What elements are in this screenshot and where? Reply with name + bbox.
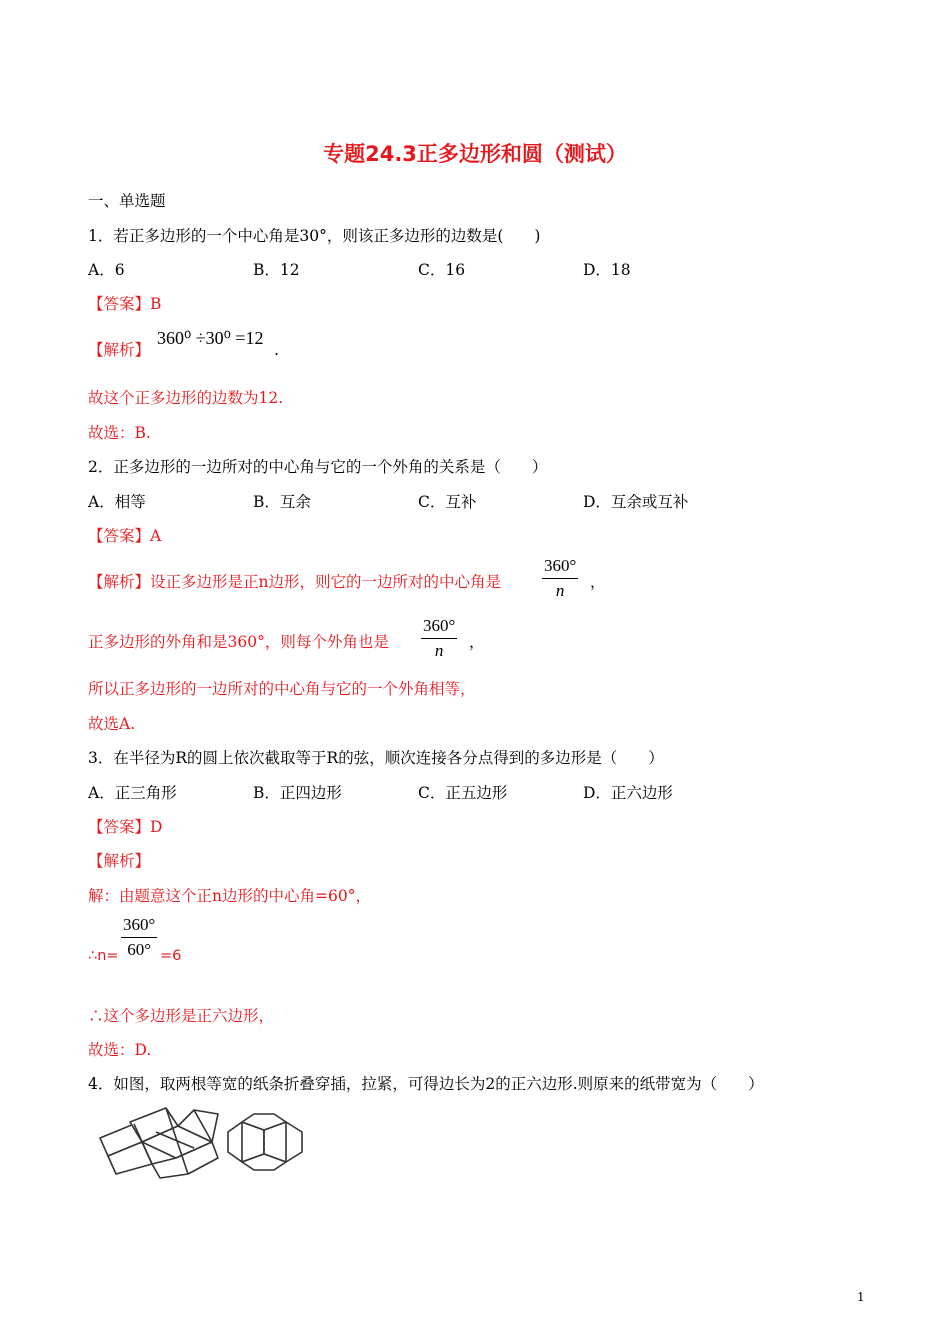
q3-option-d: D．正六边形 bbox=[583, 784, 673, 802]
answer-label: 【答案】 bbox=[88, 295, 151, 313]
fraction-numerator: 360° bbox=[542, 556, 578, 579]
page-number: 1 bbox=[857, 1290, 865, 1304]
q3-fraction bbox=[117, 915, 161, 960]
q3-therefore-suffix: =6 bbox=[160, 948, 182, 964]
q2-fraction-1 bbox=[538, 556, 582, 601]
q2-answer bbox=[88, 526, 161, 546]
folded-paper-strips-figure bbox=[94, 1102, 316, 1182]
q3-analysis-line-1: 解：由题意这个正n边形的中心角=60°， bbox=[88, 887, 371, 905]
q3-option-a: A．正三角形 bbox=[88, 784, 177, 802]
q1-formula-end: . bbox=[274, 341, 279, 359]
q1-explanation-line-2: 故选：B. bbox=[88, 424, 151, 442]
q3-analysis-line-3: 故选：D. bbox=[88, 1041, 152, 1059]
q1-option-a: A．6 bbox=[88, 261, 125, 279]
q1-answer bbox=[88, 294, 161, 314]
q1-option-c: C．16 bbox=[418, 261, 466, 279]
fraction-denominator: n bbox=[434, 641, 444, 660]
q2-analysis-line-4: 故选A. bbox=[88, 715, 136, 733]
fraction-denominator: n bbox=[555, 581, 565, 600]
q2-option-d: D．互余或互补 bbox=[583, 493, 689, 511]
fraction-numerator: 360° bbox=[421, 616, 457, 639]
q2-analysis-line-1 bbox=[88, 572, 501, 592]
answer-label: 【答案】 bbox=[88, 527, 151, 545]
q2-option-b: B．互余 bbox=[253, 493, 311, 511]
q3-option-c: C．正五边形 bbox=[418, 784, 508, 802]
q2-analysis-line-2-end: ， bbox=[469, 633, 485, 651]
question-2-stem: 2．正多边形的一边所对的中心角与它的一个外角的关系是（ ） bbox=[88, 458, 548, 476]
q1-formula: 360⁰ ÷30⁰ =12 bbox=[157, 328, 264, 348]
q3-analysis-label: 【解析】 bbox=[88, 852, 151, 870]
fraction-denominator: 60° bbox=[127, 940, 152, 959]
q2-option-a: A．相等 bbox=[88, 493, 146, 511]
q2-analysis-line-2: 正多边形的外角和是360°，则每个外角也是 bbox=[88, 633, 389, 651]
answer-value: B bbox=[150, 295, 162, 313]
question-3-stem: 3．在半径为R的圆上依次截取等于R的弦，顺次连接各分点得到的多边形是（ ） bbox=[88, 749, 664, 767]
q2-analysis-line-1-end: ， bbox=[590, 573, 606, 591]
page-title: 专题24.3正多边形和圆（测试） bbox=[323, 142, 627, 166]
q2-analysis-line-3: 所以正多边形的一边所对的中心角与它的一个外角相等， bbox=[88, 680, 476, 698]
analysis-text: 设正多边形是正n边形，则它的一边所对的中心角是 bbox=[150, 573, 501, 591]
q3-answer bbox=[88, 817, 162, 837]
q2-fraction-2 bbox=[417, 616, 461, 661]
section-heading: 一、单选题 bbox=[88, 192, 166, 210]
q1-option-b: B．12 bbox=[253, 261, 300, 279]
q2-option-c: C．互补 bbox=[418, 493, 477, 511]
q1-option-d: D．18 bbox=[583, 261, 631, 279]
fraction-numerator: 360° bbox=[121, 915, 157, 938]
q1-analysis-label: 【解析】 bbox=[88, 341, 151, 359]
q3-option-b: B．正四边形 bbox=[253, 784, 342, 802]
question-4-stem: 4．如图，取两根等宽的纸条折叠穿插，拉紧，可得边长为2的正六边形.则原来的纸带宽为（ ） bbox=[88, 1075, 764, 1093]
question-1-stem: 1．若正多边形的一个中心角是30°，则该正多边形的边数是( ) bbox=[88, 227, 541, 245]
q1-explanation-line-1: 故这个正多边形的边数为12. bbox=[88, 389, 284, 407]
q3-therefore-prefix: ∴n= bbox=[88, 948, 119, 964]
answer-label: 【答案】 bbox=[88, 818, 151, 836]
q3-analysis-line-2: ∴这个多边形是正六边形， bbox=[88, 1007, 275, 1025]
analysis-label: 【解析】 bbox=[88, 573, 151, 591]
answer-value: A bbox=[150, 527, 162, 545]
answer-value: D bbox=[150, 818, 163, 836]
